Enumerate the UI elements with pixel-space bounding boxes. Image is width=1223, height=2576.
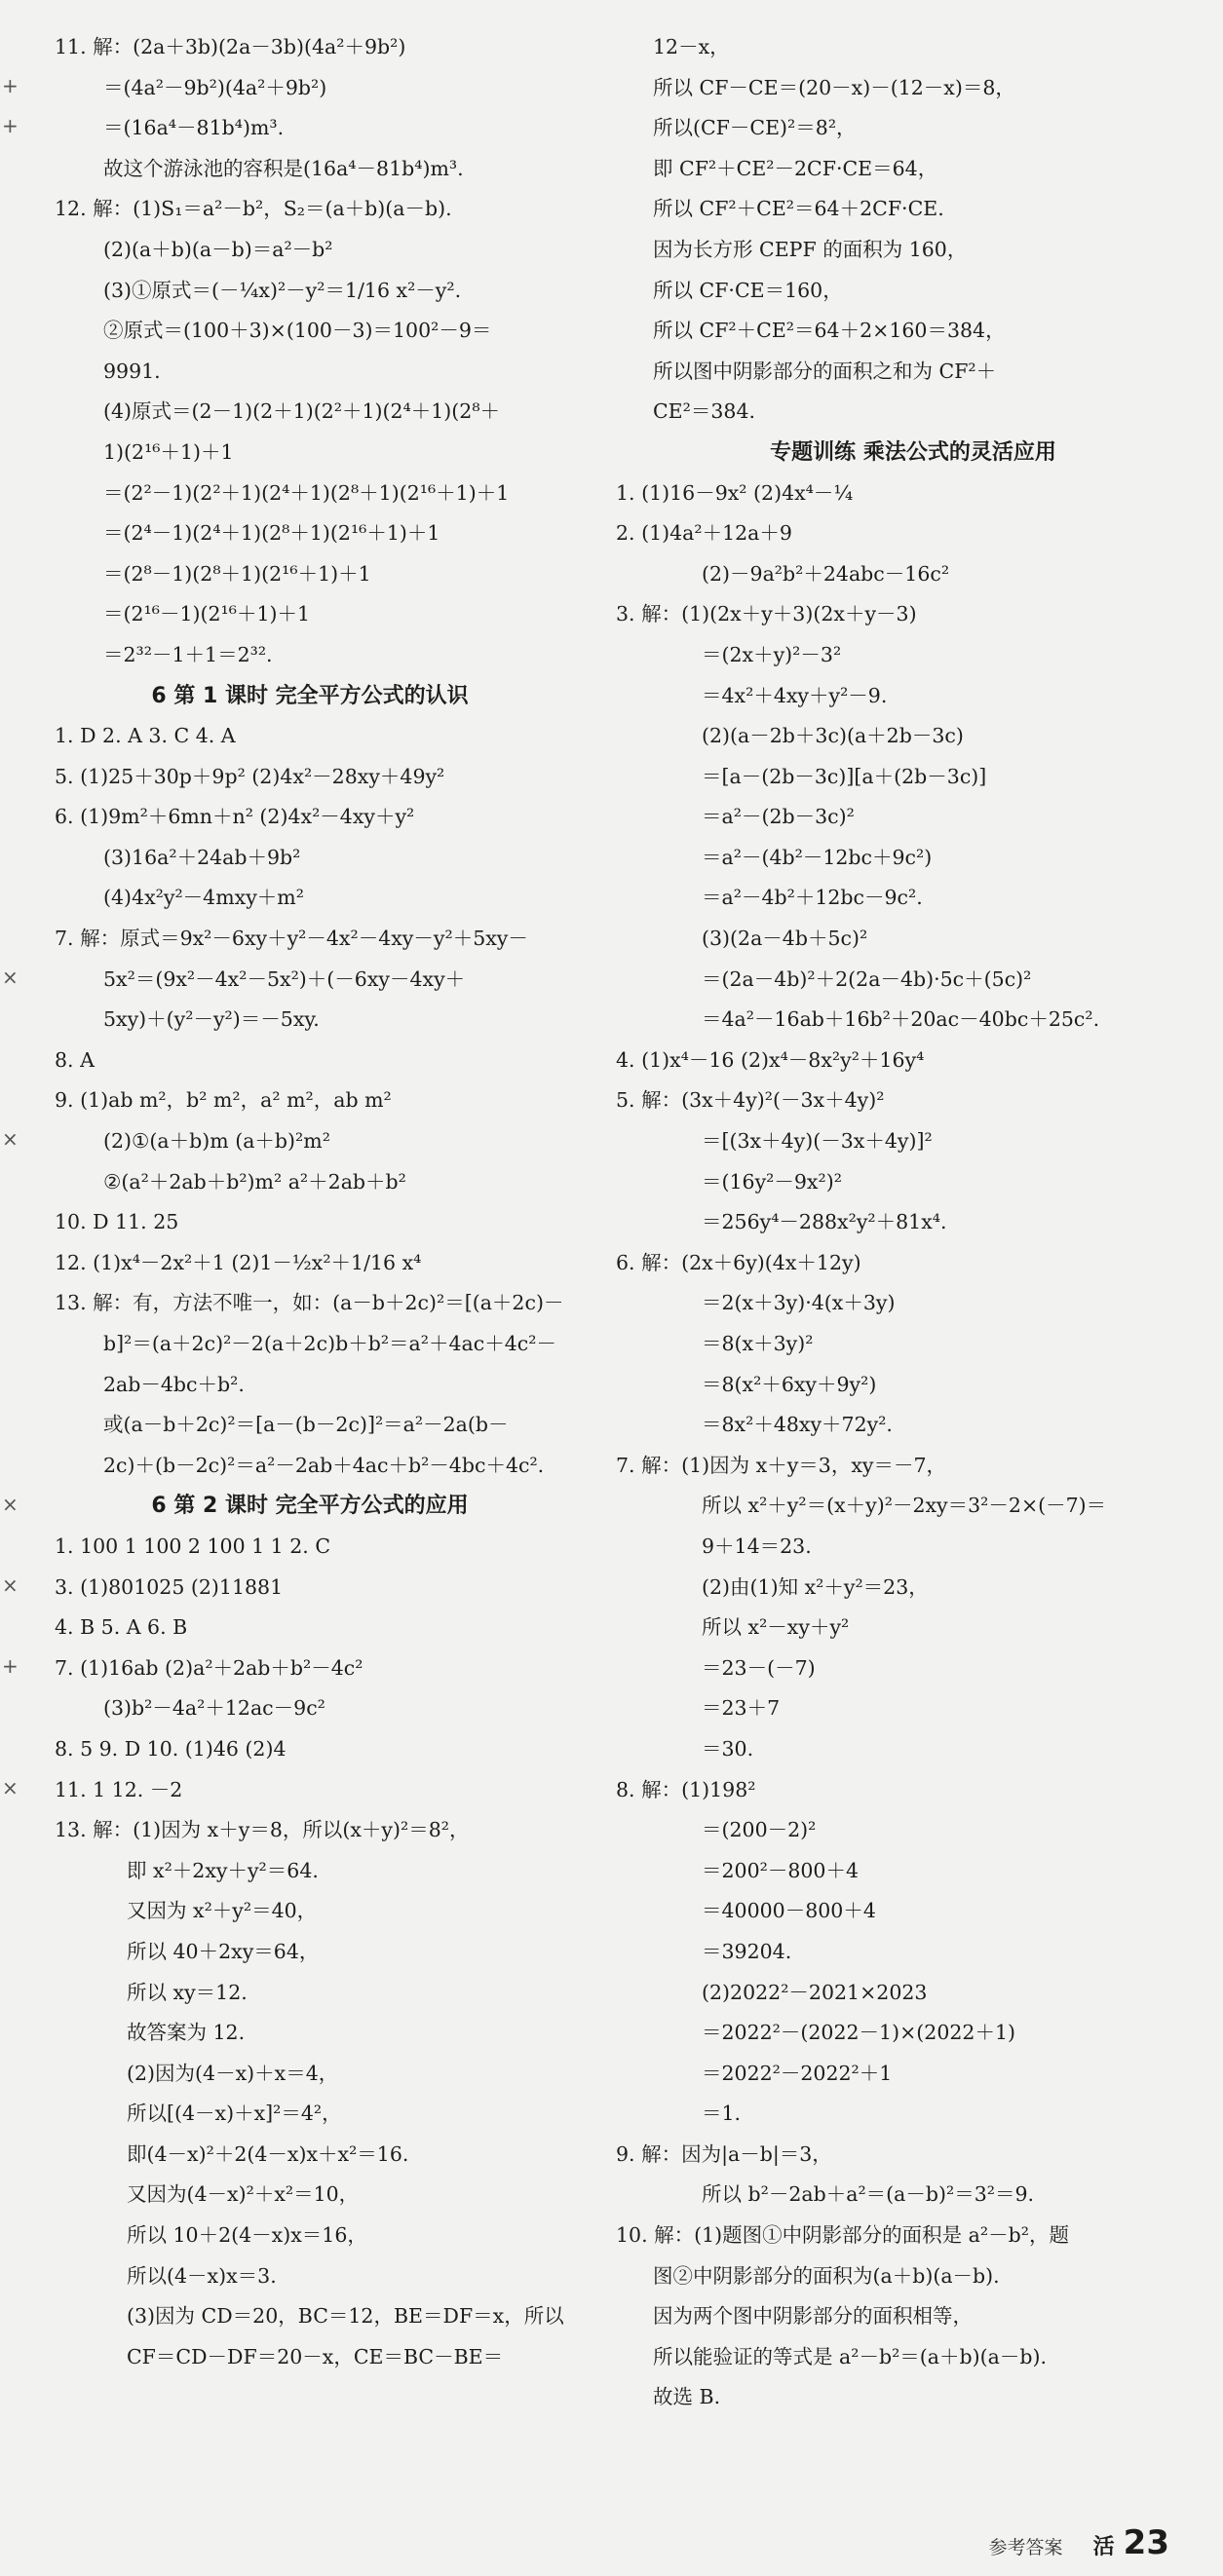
answer-line: 1. (1)16－9x² (2)4x⁴－¼: [616, 480, 854, 505]
answer-line: 4. B 5. A 6. B: [55, 1615, 188, 1640]
answer-line: 故这个游泳池的容积是(16a⁴－81b⁴)m³.: [103, 156, 464, 180]
section-heading: 专题训练 乘法公式的灵活应用: [770, 439, 1056, 465]
edge-mark: +: [2, 1654, 19, 1678]
answer-line: (3)(2a－4b＋5c)²: [702, 927, 868, 951]
answer-line: 所以[(4－x)＋x]²＝4²，: [127, 2102, 342, 2126]
answer-line: 7. 解：(1)因为 x＋y＝3，xy＝－7，: [616, 1453, 947, 1477]
answer-line: 2c)＋(b－2c)²＝a²－2ab＋4ac＋b²－4bc＋4c².: [103, 1453, 545, 1477]
answer-line: 6. 解：(2x＋6y)(4x＋12y): [616, 1250, 861, 1274]
page-footer: [988, 2523, 1169, 2562]
answer-line: 3. 解：(1)(2x＋y＋3)(2x＋y－3): [616, 602, 917, 626]
answer-line: 4. (1)x⁴－16 (2)x⁴－8x²y²＋16y⁴: [616, 1047, 925, 1072]
answer-line: ②(a²＋2ab＋b²)m² a²＋2ab＋b²: [103, 1169, 406, 1193]
section-heading: 6 第 2 课时 完全平方公式的应用: [151, 1494, 469, 1519]
answer-line: ＝23－(－7): [702, 1655, 816, 1680]
answer-line: 13. 解：(1)因为 x＋y＝8，所以(x＋y)²＝8²，: [55, 1818, 470, 1842]
answer-line: 8. A: [55, 1047, 95, 1072]
answer-line: 5xy)＋(y²－y²)＝－5xy.: [103, 1007, 320, 1032]
page-number: 23: [1123, 2523, 1169, 2562]
answer-line: 因为长方形 CEPF 的面积为 160，: [653, 237, 968, 261]
edge-mark: +: [2, 114, 19, 138]
answer-line: (2)由(1)知 x²＋y²＝23，: [702, 1574, 929, 1599]
answer-line: ＝256y⁴－288x²y²＋81x⁴.: [702, 1210, 947, 1234]
answer-line: 3. (1)801025 (2)11881: [55, 1574, 284, 1599]
answer-line: ＝200²－800＋4: [702, 1858, 860, 1882]
right-column: [616, 27, 1210, 2418]
edge-mark: ×: [2, 1127, 19, 1152]
answer-line: 11. 解：(2a＋3b)(2a－3b)(4a²＋9b²): [55, 35, 406, 58]
answer-line: ＝4a²－16ab＋16b²＋20ac－40bc＋25c².: [702, 1007, 1100, 1032]
answer-line: 所以 CF·CE＝160，: [653, 278, 843, 302]
answer-line: ＝1.: [702, 2102, 742, 2126]
answer-line: 5. (1)25＋30p＋9p² (2)4x²－28xy＋49y²: [55, 764, 445, 788]
answer-line: 即 x²＋2xy＋y²＝64.: [127, 1858, 319, 1882]
answer-line: ＝2³²－1＋1＝2³².: [103, 642, 273, 666]
answer-line: 9991.: [103, 359, 161, 383]
answer-line: ＝23＋7: [702, 1696, 781, 1721]
answer-line: 12. (1)x⁴－2x²＋1 (2)1－½x²＋1/16 x⁴: [55, 1250, 422, 1274]
answer-line: ＝8(x²＋6xy＋9y²): [702, 1372, 877, 1396]
answer-line: ＝(2x＋y)²－3²: [702, 642, 842, 666]
answer-line: 所以 CF－CE＝(20－x)－(12－x)＝8，: [653, 75, 1015, 99]
answer-line: ＝a²－4b²＋12bc－9c².: [702, 886, 923, 910]
answer-line: 9. (1)ab m²，b² m²，a² m²，ab m²: [55, 1088, 392, 1113]
answer-line: 或(a－b＋2c)²＝[a－(b－2c)]²＝a²－2a(b－: [103, 1413, 509, 1437]
answer-line: ＝8x²＋48xy＋72y².: [702, 1413, 893, 1437]
answer-line: ＝(4a²－9b²)(4a²＋9b²): [103, 75, 327, 99]
answer-line: (3)b²－4a²＋12ac－9c²: [103, 1696, 325, 1721]
answer-line: 所以 x²－xy＋y²: [702, 1615, 850, 1640]
answer-line: CF＝CD－DF＝20－x，CE＝BC－BE＝: [127, 2344, 504, 2368]
answer-line: ＝[a－(2b－3c)][a＋(2b－3c)]: [702, 764, 987, 788]
edge-mark: ×: [2, 1775, 19, 1799]
answer-line: 7. 解：原式＝9x²－6xy＋y²－4x²－4xy－y²＋5xy－: [55, 927, 528, 951]
answer-line: 所以 CF²＋CE²＝64＋2CF·CE.: [653, 197, 944, 221]
answer-line: 所以图中阴影部分的面积之和为 CF²＋: [653, 359, 997, 383]
answer-line: 2. (1)4a²＋12a＋9: [616, 521, 792, 546]
answer-line: ＝a²－(2b－3c)²: [702, 805, 855, 829]
answer-line: 12. 解：(1)S₁＝a²－b²，S₂＝(a＋b)(a－b).: [55, 197, 452, 221]
answer-line: ②原式＝(100＋3)×(100－3)＝100²－9＝: [103, 319, 492, 343]
answer-line: 所以 CF²＋CE²＝64＋2×160＝384，: [653, 319, 1006, 343]
answer-line: 9＋14＝23.: [702, 1534, 812, 1558]
answer-line: 所以 b²－2ab＋a²＝(a－b)²＝3²＝9.: [702, 2182, 1035, 2207]
answer-line: ＝(16a⁴－81b⁴)m³.: [103, 116, 285, 140]
answer-line: 所以能验证的等式是 a²－b²＝(a＋b)(a－b).: [653, 2344, 1047, 2368]
answer-line: ＝2(x＋3y)·4(x＋3y): [702, 1291, 896, 1315]
answer-line: 所以(CF－CE)²＝8²，: [653, 116, 857, 140]
answer-line: 1. 100 1 100 2 100 1 1 2. C: [55, 1534, 331, 1558]
answer-line: CE²＝384.: [653, 399, 756, 424]
edge-mark: ×: [2, 965, 19, 989]
answer-line: 5x²＝(9x²－4x²－5x²)＋(－6xy－4xy＋: [103, 966, 466, 991]
answer-line: 所以 40＋2xy＝64，: [127, 1939, 320, 1963]
answer-line: (3)①原式＝(－¼x)²－y²＝1/16 x²－y².: [103, 278, 462, 302]
answer-line: (2)－9a²b²＋24abc－16c²: [702, 561, 950, 586]
answer-line: ＝(2²－1)(2²＋1)(2⁴＋1)(2⁸＋1)(2¹⁶＋1)＋1: [103, 480, 510, 505]
edge-mark: ×: [2, 1572, 19, 1597]
answer-line: ＝2022²－(2022－1)×(2022＋1): [702, 2021, 1015, 2045]
answer-line: ＝40000－800＋4: [702, 1899, 876, 1923]
answer-line: (4)原式＝(2－1)(2＋1)(2²＋1)(2⁴＋1)(2⁸＋: [103, 399, 501, 424]
answer-line: ＝(2a－4b)²＋2(2a－4b)·5c＋(5c)²: [702, 966, 1032, 991]
edge-mark: +: [2, 73, 19, 97]
answer-line: (2)①(a＋b)m (a＋b)²m²: [103, 1129, 330, 1154]
answer-line: 5. 解：(3x＋4y)²(－3x＋4y)²: [616, 1088, 885, 1113]
answer-line: ＝(2¹⁶－1)(2¹⁶＋1)＋1: [103, 602, 311, 626]
answer-line: ＝(2⁴－1)(2⁴＋1)(2⁸＋1)(2¹⁶＋1)＋1: [103, 521, 440, 546]
answer-line: (4)4x²y²－4mxy＋m²: [103, 886, 304, 910]
answer-line: (3)16a²＋24ab＋9b²: [103, 845, 301, 869]
answer-line: 即 CF²＋CE²－2CF·CE＝64，: [653, 156, 938, 180]
answer-line: ＝8(x＋3y)²: [702, 1332, 814, 1355]
answer-line: 图②中阴影部分的面积为(a＋b)(a－b).: [653, 2263, 1000, 2288]
answer-line: 故答案为 12.: [127, 2021, 246, 2045]
answer-line: ＝30.: [702, 1736, 754, 1761]
answer-line: 所以 xy＝12.: [127, 1980, 248, 2004]
answer-line: 10. 解：(1)题图①中阴影部分的面积是 a²－b²，题: [616, 2223, 1069, 2248]
answer-line: 6. (1)9m²＋6mn＋n² (2)4x²－4xy＋y²: [55, 805, 415, 829]
answer-line: ＝a²－(4b²－12bc＋9c²): [702, 845, 933, 869]
answer-line: (2)因为(4－x)＋x＝4，: [127, 2061, 339, 2085]
answer-line: 又因为(4－x)²＋x²＝10，: [127, 2182, 360, 2207]
answer-line: ＝4x²＋4xy＋y²－9.: [702, 683, 888, 707]
answer-line: (2)2022²－2021×2023: [702, 1980, 928, 2004]
answer-line: b]²＝(a＋2c)²－2(a＋2c)b＋b²＝a²＋4ac＋4c²－: [103, 1332, 556, 1355]
answer-line: ＝(2⁸－1)(2⁸＋1)(2¹⁶＋1)＋1: [103, 561, 371, 586]
left-column: [18, 27, 602, 2377]
answer-line: (3)因为 CD＝20，BC＝12，BE＝DF＝x，所以: [127, 2304, 564, 2329]
answer-line: ＝(16y²－9x²)²: [702, 1169, 842, 1193]
answer-line: (2)(a－2b＋3c)(a＋2b－3c): [702, 724, 964, 748]
answer-line: 因为两个图中阴影部分的面积相等，: [653, 2304, 973, 2329]
answer-line: 即(4－x)²＋2(4－x)x＋x²＝16.: [127, 2141, 409, 2166]
answer-line: 所以 10＋2(4－x)x＝16，: [127, 2223, 367, 2248]
answer-line: 故选 B.: [653, 2385, 721, 2409]
answer-line: (2)(a＋b)(a－b)＝a²－b²: [103, 237, 333, 261]
answer-line: 11. 1 12. －2: [55, 1777, 183, 1801]
answer-line: 13. 解：有，方法不唯一，如：(a－b＋2c)²＝[(a＋2c)－: [55, 1291, 564, 1315]
answer-line: ＝2022²－2022²＋1: [702, 2061, 893, 2085]
answer-line: 12－x，: [653, 35, 730, 58]
answer-line: 2ab－4bc＋b².: [103, 1372, 245, 1396]
answer-line: 8. 5 9. D 10. (1)46 (2)4: [55, 1736, 287, 1761]
answer-line: 8. 解：(1)198²: [616, 1777, 756, 1801]
answer-line: 10. D 11. 25: [55, 1210, 179, 1234]
answer-line: 所以(4－x)x＝3.: [127, 2263, 277, 2288]
answer-line: ＝39204.: [702, 1939, 792, 1963]
footer-label: 参考答案: [988, 2537, 1063, 2558]
answer-line: 9. 解：因为|a－b|＝3，: [616, 2141, 832, 2166]
answer-line: 1. D 2. A 3. C 4. A: [55, 724, 236, 748]
edge-mark: ×: [2, 1492, 19, 1516]
answer-line: ＝[(3x＋4y)(－3x＋4y)]²: [702, 1129, 933, 1154]
answer-line: 所以 x²＋y²＝(x＋y)²－2xy＝3²－2×(－7)＝: [702, 1494, 1107, 1518]
answer-line: 1)(2¹⁶＋1)＋1: [103, 439, 234, 464]
answer-line: 又因为 x²＋y²＝40，: [127, 1899, 318, 1923]
answer-line: ＝(200－2)²: [702, 1818, 817, 1842]
footer-activity-mark: 活: [1092, 2535, 1115, 2559]
section-heading: 6 第 1 课时 完全平方公式的认识: [151, 683, 469, 708]
answer-line: 7. (1)16ab (2)a²＋2ab＋b²－4c²: [55, 1655, 363, 1680]
